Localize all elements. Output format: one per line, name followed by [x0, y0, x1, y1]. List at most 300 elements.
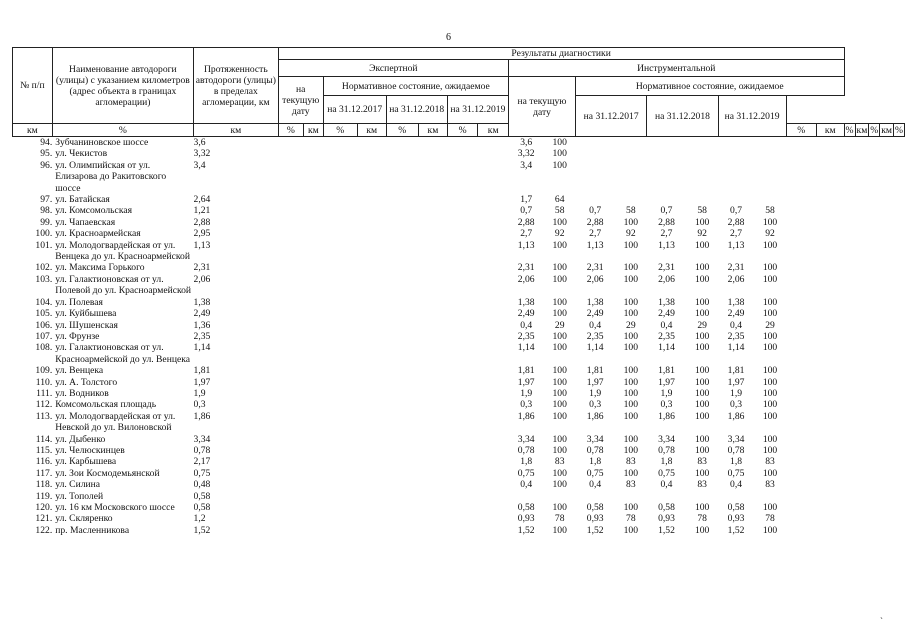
- value-cell: [816, 320, 844, 331]
- road-name: пр. Масленникова: [55, 524, 130, 536]
- header-expert-2019: на 31.12.2019: [447, 96, 508, 124]
- value-cell: [816, 468, 844, 479]
- value-cell: 3,34: [727, 433, 745, 445]
- value-cell: 2,7: [660, 228, 673, 240]
- road-length: 1,13: [193, 239, 211, 251]
- table-row: [13, 228, 905, 239]
- value-cell: [786, 388, 816, 399]
- expert-empty: [278, 491, 508, 502]
- value-cell: 1,13: [586, 239, 604, 251]
- value-cell: 100: [694, 399, 710, 411]
- value-cell: [816, 513, 844, 524]
- value-cell: 78: [626, 513, 636, 525]
- expert-empty: [278, 399, 508, 410]
- header-expert-2017: на 31.12.2017: [323, 96, 386, 124]
- row-number: 122.: [35, 524, 53, 536]
- value-cell: [754, 160, 786, 194]
- value-cell: 1,13: [658, 239, 675, 251]
- value-cell: 100: [694, 444, 710, 456]
- table-row: [13, 297, 905, 308]
- value-cell: 100: [762, 524, 778, 536]
- value-cell: [786, 479, 816, 490]
- value-cell: 100: [552, 159, 567, 171]
- value-cell: 1,81: [517, 365, 535, 377]
- value-cell: 2,31: [517, 262, 535, 274]
- value-cell: 0,93: [586, 513, 604, 525]
- road-name: ул. Батайская: [55, 194, 110, 206]
- value-cell: 1,14: [727, 342, 745, 354]
- row-number: 105.: [35, 308, 53, 320]
- row-number: 118.: [35, 479, 53, 491]
- value-cell: 0,4: [520, 479, 533, 491]
- row-number: 112.: [35, 399, 53, 411]
- value-cell: 100: [552, 137, 567, 148]
- value-cell: 1,81: [727, 365, 745, 377]
- value-cell: [816, 445, 844, 456]
- table-row: [13, 320, 905, 331]
- value-cell: [647, 160, 686, 194]
- road-length: 0,3: [193, 399, 206, 411]
- value-cell: [816, 228, 844, 239]
- value-cell: 100: [694, 387, 710, 399]
- header-unit-km: км: [304, 124, 324, 137]
- value-cell: 0,4: [520, 319, 533, 331]
- road-name: ул. 16 км Московского шоссе: [55, 502, 175, 513]
- header-results: Результаты диагностики: [278, 48, 844, 60]
- table-row: [13, 525, 905, 536]
- value-cell: [816, 502, 844, 513]
- value-cell: 100: [552, 365, 567, 377]
- row-number: 109.: [35, 365, 53, 377]
- table-row: [13, 274, 905, 297]
- value-cell: 100: [694, 410, 710, 422]
- value-cell: 100: [623, 433, 639, 445]
- value-cell: 100: [762, 262, 778, 274]
- expert-empty: [278, 434, 508, 445]
- road-length: 3,4: [193, 159, 206, 171]
- value-cell: 0,78: [586, 444, 604, 456]
- table-row: [13, 399, 905, 410]
- header-num: № п/п: [13, 48, 53, 124]
- value-cell: [816, 365, 844, 376]
- road-name: ул. Комсомольская: [55, 205, 133, 217]
- value-cell: 0,7: [730, 205, 743, 217]
- value-cell: 100: [552, 444, 567, 456]
- value-cell: 1,38: [586, 296, 604, 308]
- row-number: 104.: [35, 296, 53, 308]
- value-cell: 0,58: [727, 502, 745, 513]
- table-row: [13, 445, 905, 456]
- expert-empty: [278, 160, 508, 194]
- table-row: [13, 502, 905, 513]
- value-cell: [575, 137, 614, 149]
- header-unit-pct: %: [52, 124, 193, 137]
- value-cell: [816, 342, 844, 365]
- value-cell: [786, 308, 816, 319]
- value-cell: 2,88: [586, 216, 604, 228]
- expert-empty: [278, 320, 508, 331]
- value-cell: 1,9: [730, 387, 743, 399]
- value-cell: 0,58: [658, 502, 675, 513]
- value-cell: [786, 228, 816, 239]
- value-cell: [718, 491, 754, 502]
- road-name: ул. Силина: [55, 479, 101, 491]
- value-cell: 2,06: [517, 273, 535, 285]
- table-row: [13, 262, 905, 273]
- value-cell: 1,38: [727, 296, 745, 308]
- value-cell: [615, 194, 647, 205]
- road-name: ул. Фрунзе: [55, 330, 100, 342]
- row-number: 99.: [40, 216, 53, 228]
- corner-mark: ˎ: [880, 609, 883, 619]
- row-number: 106.: [35, 319, 53, 331]
- value-cell: [686, 194, 718, 205]
- value-cell: [615, 137, 647, 149]
- value-cell: 100: [623, 216, 639, 228]
- table-row: [13, 388, 905, 399]
- table-row: [13, 342, 905, 365]
- table-row: [13, 160, 905, 194]
- value-cell: [718, 160, 754, 194]
- value-cell: 29: [554, 319, 565, 331]
- value-cell: 100: [762, 216, 778, 228]
- value-cell: 1,86: [727, 410, 745, 422]
- value-cell: [786, 205, 816, 216]
- value-cell: [816, 388, 844, 399]
- value-cell: 2,49: [586, 308, 604, 320]
- value-cell: 83: [765, 456, 775, 468]
- value-cell: 100: [762, 467, 778, 479]
- value-cell: 100: [552, 376, 567, 388]
- table-row: [13, 456, 905, 467]
- value-cell: 29: [697, 319, 707, 331]
- road-name: ул. Красноармейская: [55, 228, 141, 240]
- value-cell: 1,97: [586, 376, 604, 388]
- row-number: 119.: [35, 490, 53, 502]
- expert-empty: [278, 240, 508, 263]
- value-cell: 92: [554, 228, 565, 240]
- road-length: 2,31: [193, 262, 211, 274]
- header-instr-2018: на 31.12.2018: [647, 96, 718, 137]
- expert-empty: [278, 445, 508, 456]
- value-cell: [575, 194, 614, 205]
- road-length: 1,14: [193, 342, 211, 354]
- value-cell: [786, 399, 816, 410]
- value-cell: [575, 160, 614, 194]
- value-cell: 100: [623, 342, 639, 354]
- value-cell: 100: [694, 239, 710, 251]
- value-cell: [816, 491, 844, 502]
- value-cell: 0,4: [589, 479, 602, 491]
- value-cell: 58: [554, 205, 565, 217]
- road-length: 1,52: [193, 524, 211, 536]
- value-cell: 0,75: [658, 467, 675, 479]
- value-cell: 2,35: [517, 330, 535, 342]
- value-cell: 100: [694, 273, 710, 285]
- value-cell: 2,35: [658, 330, 675, 342]
- value-cell: 0,3: [520, 399, 533, 411]
- value-cell: 1,7: [520, 194, 533, 206]
- value-cell: [816, 434, 844, 445]
- value-cell: [786, 525, 816, 536]
- value-cell: 0,75: [727, 467, 745, 479]
- road-name: ул. Чекистов: [55, 148, 108, 160]
- expert-empty: [278, 525, 508, 536]
- value-cell: 100: [623, 444, 639, 456]
- value-cell: 1,14: [658, 342, 675, 354]
- value-cell: 1,52: [727, 524, 745, 536]
- value-cell: [786, 342, 816, 365]
- value-cell: 2,88: [517, 216, 535, 228]
- row-number: 113.: [35, 410, 53, 422]
- value-cell: 100: [552, 308, 567, 320]
- value-cell: [816, 240, 844, 263]
- value-cell: 100: [762, 273, 778, 285]
- value-cell: 0,93: [658, 513, 675, 525]
- value-cell: [786, 502, 816, 513]
- value-cell: 100: [762, 308, 778, 320]
- row-number: 121.: [35, 513, 53, 525]
- value-cell: 100: [762, 399, 778, 411]
- value-cell: 2,06: [658, 273, 675, 285]
- value-cell: [718, 194, 754, 205]
- value-cell: 1,13: [517, 239, 535, 251]
- value-cell: 100: [552, 387, 567, 399]
- value-cell: 29: [765, 319, 775, 331]
- value-cell: 78: [697, 513, 707, 525]
- value-cell: 100: [694, 308, 710, 320]
- value-cell: [816, 262, 844, 273]
- value-cell: 0,4: [589, 319, 602, 331]
- value-cell: [786, 411, 816, 434]
- value-cell: 83: [626, 479, 636, 491]
- value-cell: 0,58: [517, 502, 535, 513]
- expert-empty: [278, 377, 508, 388]
- value-cell: [816, 308, 844, 319]
- value-cell: 100: [623, 467, 639, 479]
- value-cell: 2,35: [586, 330, 604, 342]
- value-cell: 100: [762, 502, 778, 513]
- value-cell: 29: [626, 319, 636, 331]
- value-cell: 2,49: [727, 308, 745, 320]
- value-cell: 100: [552, 239, 567, 251]
- value-cell: [816, 205, 844, 216]
- value-cell: 100: [552, 479, 567, 491]
- value-cell: 58: [626, 205, 636, 217]
- value-cell: [786, 160, 816, 194]
- value-cell: 2,88: [727, 216, 745, 228]
- value-cell: 100: [694, 467, 710, 479]
- value-cell: 3,34: [586, 433, 604, 445]
- value-cell: 1,14: [586, 342, 604, 354]
- value-cell: [615, 148, 647, 159]
- road-length: 3,6: [193, 137, 206, 148]
- value-cell: 1,81: [586, 365, 604, 377]
- value-cell: 64: [554, 194, 565, 206]
- road-name: ул. Зои Космодемьянской: [55, 467, 160, 479]
- expert-empty: [278, 228, 508, 239]
- value-cell: 100: [552, 467, 567, 479]
- value-cell: 100: [762, 387, 778, 399]
- table-row: [13, 240, 905, 263]
- road-name: ул. Водников: [55, 387, 109, 399]
- expert-empty: [278, 331, 508, 342]
- value-cell: 100: [694, 216, 710, 228]
- road-name: ул. Шушенская: [55, 319, 118, 331]
- row-number: 120.: [35, 502, 53, 513]
- value-cell: 100: [623, 502, 639, 513]
- value-cell: 0,7: [660, 205, 673, 217]
- road-name: ул. Полевая: [55, 296, 103, 308]
- expert-empty: [278, 137, 508, 149]
- table-row: [13, 411, 905, 434]
- value-cell: [816, 160, 844, 194]
- value-cell: 0,78: [658, 444, 675, 456]
- value-cell: 92: [765, 228, 775, 240]
- value-cell: 100: [623, 399, 639, 411]
- value-cell: 83: [697, 456, 707, 468]
- value-cell: [786, 262, 816, 273]
- header-expert: Экспертной: [278, 60, 508, 77]
- expert-empty: [278, 502, 508, 513]
- road-length: 3,32: [193, 148, 211, 160]
- value-cell: [786, 297, 816, 308]
- row-number: 114.: [35, 433, 53, 445]
- road-name: ул. Галактионовская от ул. Красноармейской до ул. Венцека: [55, 342, 190, 365]
- value-cell: [647, 491, 686, 502]
- value-cell: [816, 399, 844, 410]
- table-row: [13, 308, 905, 319]
- value-cell: 1,8: [520, 456, 533, 468]
- road-name: ул. Челюскинцев: [55, 444, 125, 456]
- value-cell: 2,06: [727, 273, 745, 285]
- value-cell: [786, 274, 816, 297]
- value-cell: 100: [623, 410, 639, 422]
- value-cell: 0,4: [660, 319, 673, 331]
- value-cell: [816, 331, 844, 342]
- value-cell: 3,34: [658, 433, 675, 445]
- value-cell: 100: [762, 296, 778, 308]
- value-cell: 100: [762, 239, 778, 251]
- header-unit-pct: %: [845, 124, 854, 136]
- value-cell: 0,58: [586, 502, 604, 513]
- value-cell: 1,97: [727, 376, 745, 388]
- road-length: 2,64: [193, 194, 211, 206]
- value-cell: 0,75: [517, 467, 535, 479]
- row-number: 107.: [35, 330, 53, 342]
- road-length: 0,48: [193, 479, 211, 491]
- value-cell: [816, 525, 844, 536]
- value-cell: 3,6: [520, 137, 533, 148]
- expert-empty: [278, 388, 508, 399]
- table-row: [13, 148, 905, 159]
- value-cell: 100: [552, 216, 567, 228]
- road-length: 0,78: [193, 444, 211, 456]
- road-length: 0,58: [193, 490, 211, 502]
- value-cell: 2,06: [586, 273, 604, 285]
- road-name: ул. Молодогвардейская от ул. Невской до ул. Вилоновской: [55, 410, 176, 434]
- road-name: ул. Галактионовская от ул. Полевой до ул. Красноармейской: [55, 273, 192, 297]
- value-cell: [786, 456, 816, 467]
- value-cell: [816, 274, 844, 297]
- value-cell: 1,8: [589, 456, 602, 468]
- value-cell: 1,52: [517, 524, 535, 536]
- value-cell: [816, 137, 844, 149]
- value-cell: 1,97: [658, 376, 675, 388]
- header-unit-km: км: [13, 124, 53, 137]
- value-cell: 3,34: [517, 433, 535, 445]
- value-cell: 2,49: [658, 308, 675, 320]
- value-cell: [786, 468, 816, 479]
- value-cell: [754, 137, 786, 149]
- value-cell: 92: [626, 228, 636, 240]
- row-number: 108.: [35, 342, 53, 354]
- road-name: Зубчаниновское шоссе: [55, 137, 149, 148]
- value-cell: 1,97: [517, 376, 535, 388]
- road-length: 1,21: [193, 205, 211, 217]
- header-unit-pct: %: [447, 124, 478, 137]
- road-length: 2,06: [193, 273, 211, 285]
- value-cell: [647, 194, 686, 205]
- value-cell: 100: [694, 433, 710, 445]
- value-cell: [786, 445, 816, 456]
- value-cell: 0,93: [517, 513, 535, 525]
- table-row: [13, 479, 905, 490]
- value-cell: [786, 365, 816, 376]
- value-cell: [786, 331, 816, 342]
- value-cell: 2,7: [520, 228, 533, 240]
- value-cell: 0,93: [727, 513, 745, 525]
- header-unit-km: км: [357, 124, 386, 137]
- road-name: ул. Молодогвардейская от ул. Венцека до ул. Красноармейской: [55, 239, 190, 263]
- table-body: [13, 137, 905, 537]
- value-cell: 100: [623, 296, 639, 308]
- header-instr-normative: Нормативное состояние, ожидаемое: [575, 77, 844, 96]
- value-cell: 100: [762, 376, 778, 388]
- value-cell: 1,52: [658, 524, 675, 536]
- value-cell: 100: [552, 502, 567, 513]
- value-cell: 100: [623, 376, 639, 388]
- value-cell: 1,52: [586, 524, 604, 536]
- table-row: [13, 217, 905, 228]
- value-cell: [615, 160, 647, 194]
- value-cell: 100: [623, 308, 639, 320]
- value-cell: [647, 148, 686, 159]
- value-cell: 0,75: [586, 467, 604, 479]
- value-cell: [786, 320, 816, 331]
- value-cell: 0,7: [589, 205, 602, 217]
- table-row: [13, 205, 905, 216]
- value-cell: 1,81: [658, 365, 675, 377]
- row-number: 103.: [35, 273, 53, 285]
- table-row: [13, 434, 905, 445]
- value-cell: 100: [694, 262, 710, 274]
- row-number: 110.: [35, 376, 53, 388]
- value-cell: 1,8: [730, 456, 743, 468]
- road-length: 1,97: [193, 376, 211, 388]
- value-cell: [686, 160, 718, 194]
- road-name: ул. Дыбенко: [55, 433, 106, 445]
- road-name: ул. Максима Горького: [55, 262, 145, 274]
- value-cell: 83: [626, 456, 636, 468]
- value-cell: 2,35: [727, 330, 745, 342]
- row-number: 111.: [36, 387, 53, 399]
- header-unit-km: км: [881, 124, 892, 136]
- header-unit-km: км: [816, 124, 844, 137]
- value-cell: [615, 491, 647, 502]
- header-unit-pct: %: [895, 124, 903, 136]
- road-length: 1,86: [193, 410, 211, 422]
